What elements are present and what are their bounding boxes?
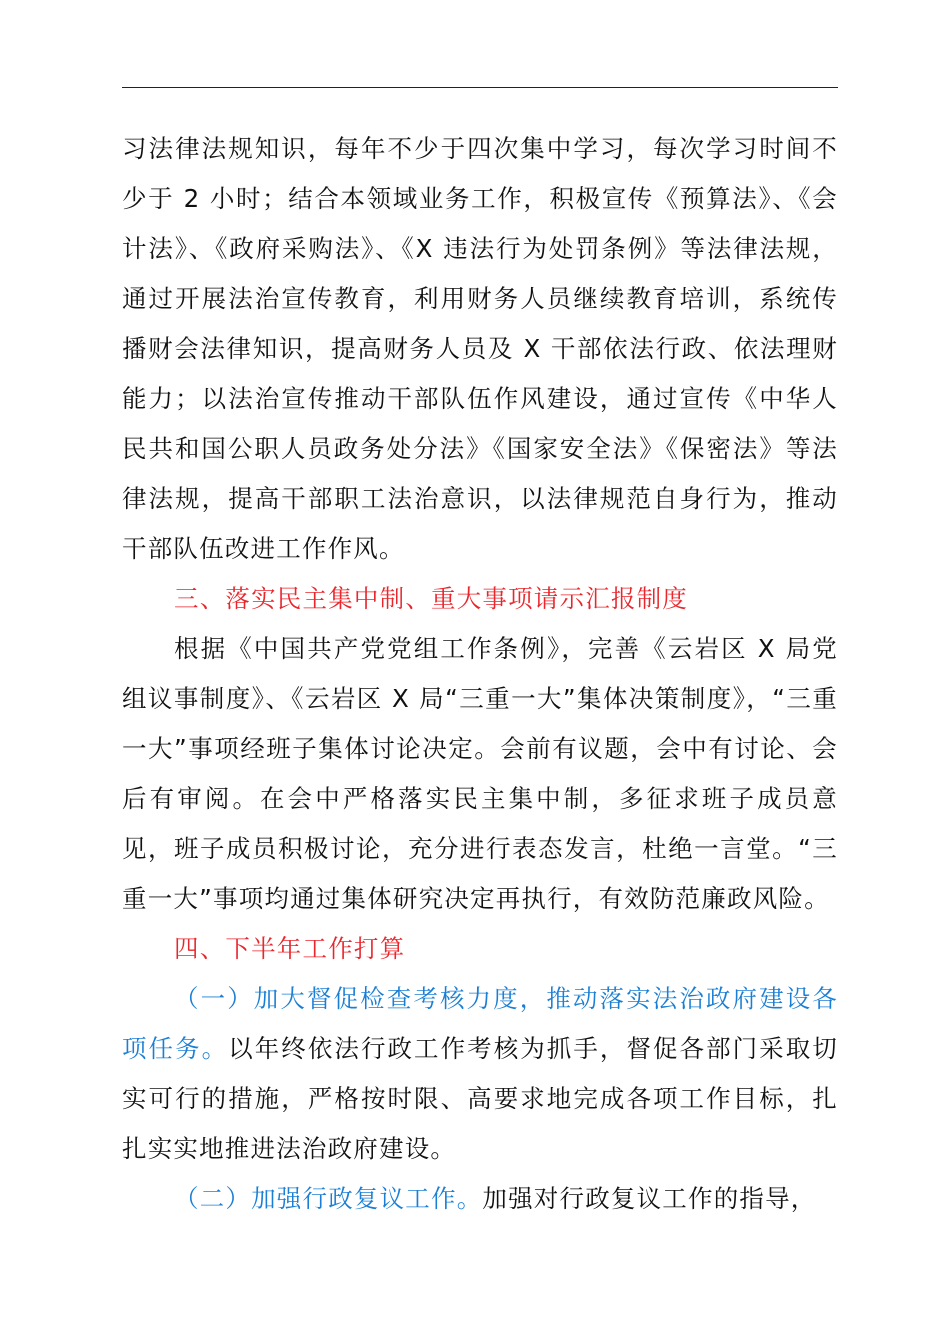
item-2-paragraph [122, 1174, 838, 1224]
document-body [122, 124, 838, 1224]
header-rule [122, 87, 838, 88]
item-2-body: 加强对行政复议工作的指导， [482, 1184, 817, 1213]
paragraph-democratic-centralism: 根据《中国共产党党组工作条例》，完善《云岩区 X 局党组议事制度》、《云岩区 X 局“三重一大”集体决策制度》，“三重一大”事项经班子集体讨论决定。会前有议题，会中有讨论、会后有审阅。在会中严格落实民主集中制，多征求班子成员意见，班子成员积极讨论，充分进行表态发言，杜绝一言堂。“三重一大”事项均通过集体研究决定再执行，有效防范廉政风险。 [122, 634, 838, 913]
paragraph-legal-publicity: 习法律法规知识，每年不少于四次集中学习，每次学习时间不少于 2 小时；结合本领域业务工作，积极宣传《预算法》、《会计法》、《政府采购法》、《X 违法行为处罚条例》等法律法规，通过开展法治宣传教育，利用财务人员继续教育培训，系统传播财会法律知识，提高财务人员及 X 干部依法行政、依法理财能力；以法治宣传推动干部队伍作风建设，通过宣传《中华人民共和国公职人员政务处分法》《国家安全法》《保密法》等法律法规，提高干部职工法治意识，以法律规范自身行为，推动干部队伍改进工作作风。 [122, 134, 838, 563]
item-1-body: 以年终依法行政工作考核为抓手，督促各部门采取切实可行的措施，严格按时限、高要求地完成各项工作目标，扎扎实实地推进法治政府建设。 [122, 1034, 838, 1163]
item-2-lead: （二）加强行政复议工作。 [174, 1184, 483, 1213]
item-1-lead: （一）加大督促检查考核力度，推动落实法治政府建设各项任务。 [122, 984, 838, 1063]
section-heading-3: 三、落实民主集中制、重大事项请示汇报制度 [174, 584, 688, 613]
item-1-paragraph [122, 974, 838, 1174]
section-heading-4: 四、下半年工作打算 [174, 934, 406, 963]
